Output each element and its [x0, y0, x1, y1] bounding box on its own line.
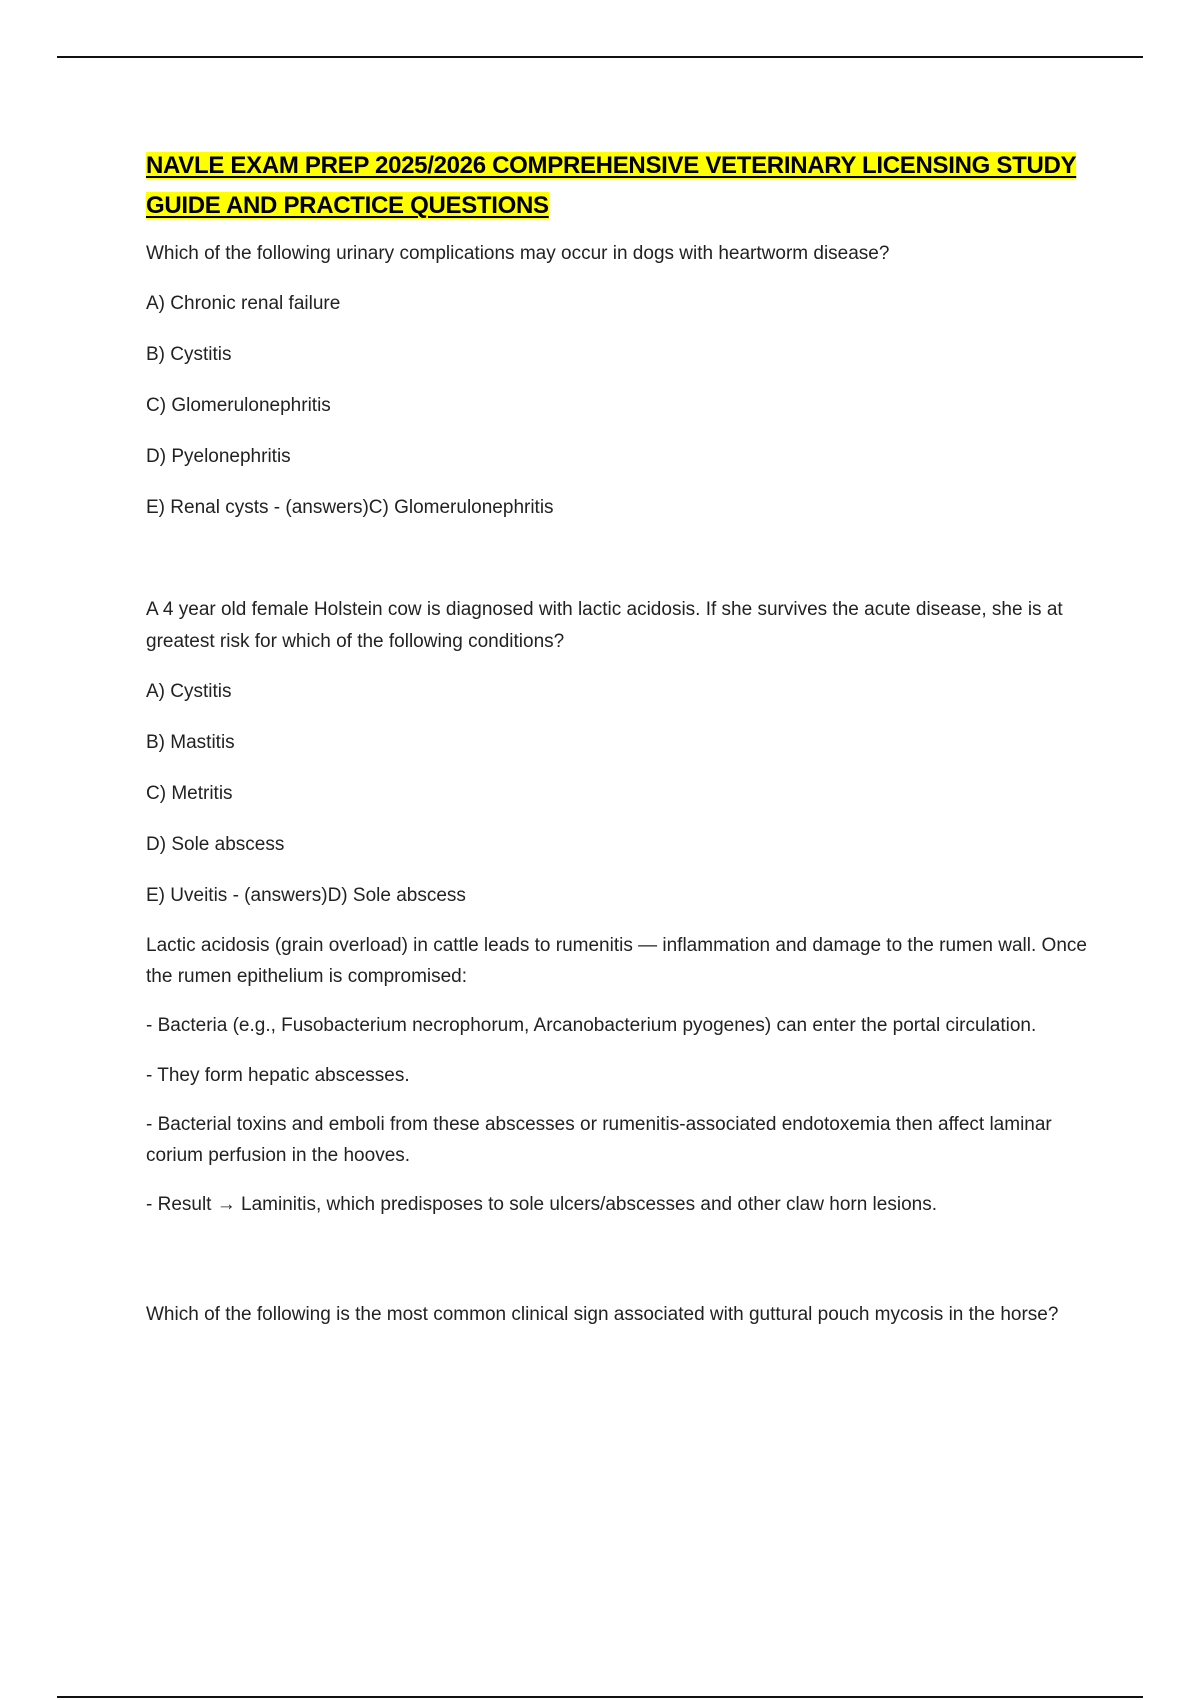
- q1-option-b: B) Cystitis: [146, 344, 232, 365]
- q1-option-e-answer: E) Renal cysts - (answers)C) Glomerulonephritis: [146, 497, 554, 518]
- footer-rule: [57, 1696, 1143, 1698]
- title-highlight: NAVLE EXAM PREP 2025/2026 COMPREHENSIVE VETERINARY LICENSING STUDY GUIDE AND PRACTICE QUESTIONS: [146, 152, 1077, 219]
- q2-option-b: B) Mastitis: [146, 732, 235, 753]
- q2-explanation-intro: Lactic acidosis (grain overload) in cattle leads to rumenitis — inflammation and damage to the rumen wall. Once the rumen epithelium is compromised:: [146, 935, 1087, 987]
- spacer: [146, 543, 1096, 594]
- q2-explanation-point: - Bacteria (e.g., Fusobacterium necrophorum, Arcanobacterium pyogenes) can enter the portal circulation.: [146, 1015, 1037, 1036]
- q2-explanation-point: - They form hepatic abscesses.: [146, 1064, 410, 1086]
- question-3: Which of the following is the most common clinical sign associated with guttural pouch mycosis in the horse?: [146, 1303, 1059, 1325]
- question-2: A 4 year old female Holstein cow is diagnosed with lactic acidosis. If she survives the acute disease, she is at greatest risk for which of the following conditions?: [146, 599, 1063, 652]
- question-1: Which of the following urinary complications may occur in dogs with heartworm disease?: [146, 243, 890, 264]
- q2-option-e-answer: E) Uveitis - (answers)D) Sole abscess: [146, 885, 466, 906]
- q1-option-c: C) Glomerulonephritis: [146, 395, 331, 416]
- document-title: [146, 146, 1096, 226]
- q1-option-d: D) Pyelonephritis: [146, 446, 291, 467]
- header-rule: [57, 56, 1143, 58]
- q1-option-a: A) Chronic renal failure: [146, 293, 341, 314]
- document-body: [146, 146, 1096, 1349]
- q2-option-a: A) Cystitis: [146, 681, 232, 702]
- q2-option-c: C) Metritis: [146, 783, 233, 804]
- q2-option-d: D) Sole abscess: [146, 834, 285, 855]
- q2-explanation-result: - Result → Laminitis, which predisposes to sole ulcers/abscesses and other claw horn lesions.: [146, 1194, 937, 1215]
- q2-explanation-point: - Bacterial toxins and emboli from these abscesses or rumenitis-associated endotoxemia then affect laminar corium perfusion in the hooves.: [146, 1114, 1052, 1166]
- spacer: [146, 1240, 1096, 1299]
